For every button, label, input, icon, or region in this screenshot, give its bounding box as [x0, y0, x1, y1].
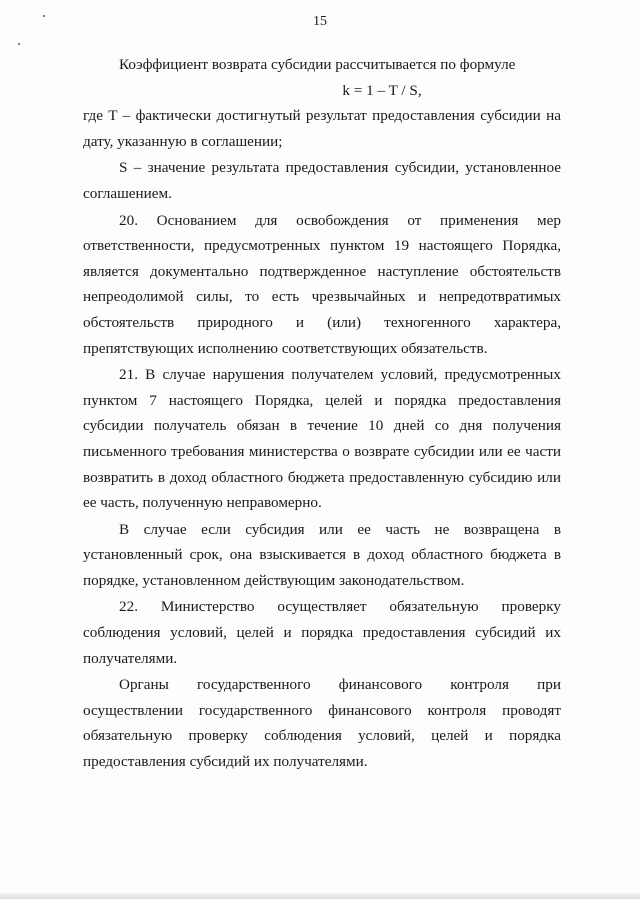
paragraph-formula-intro: Коэффициент возврата субсидии рассчитывается по формуле — [119, 56, 516, 73]
scan-speck — [18, 43, 20, 45]
page-bottom-edge — [0, 893, 640, 899]
formula: k = 1 – T / S, — [342, 81, 422, 99]
paragraph-21: 21. В случае нарушения получателем условий, предусмотренных пунктом 7 настоящего Порядка, целей и порядка предоставления субсидии получатель обязан в течение 10 дней со дня получения письменного требования министерства о возврате субсидии или ее части возвратить в доход областного бюджета предоставленную субсидию или ее часть, полученную неправомерно. — [83, 366, 561, 512]
paragraph-20: 20. Основанием для освобождения от применения мер ответственности, предусмотренных пунктом 19 настоящего Порядка, является документально подтвержденное наступление обстоятельств непреодолимой силы, то есть чрезвычайных и непредотвратимых обстоятельств природного и (или) техногенного характера, препятствующих исполнению соответствующих обязательств. — [83, 211, 561, 357]
paragraph-t-definition: где T – фактически достигнутый результат предоставления субсидии на дату, указанную в соглашении; — [83, 107, 561, 150]
page-number: 15 — [313, 14, 327, 29]
paragraph-s-definition: S – значение результата предоставления субсидии, установленное соглашением. — [83, 159, 561, 202]
paragraph-22: 22. Министерство осуществляет обязательную проверку соблюдения условий, целей и порядка предоставления субсидий их получателями. — [83, 598, 561, 667]
body-text — [83, 52, 561, 775]
paragraph-22-control: Органы государственного финансового контроля при осуществлении государственного финансового контроля проводят обязательную проверку соблюдения условий, целей и порядка предоставления субсидий их получателями. — [83, 676, 561, 771]
paragraph-21-recovery: В случае если субсидия или ее часть не возвращена в установленный срок, она взыскивается в доход областного бюджета в порядке, установленном действующим законодательством. — [83, 520, 561, 589]
